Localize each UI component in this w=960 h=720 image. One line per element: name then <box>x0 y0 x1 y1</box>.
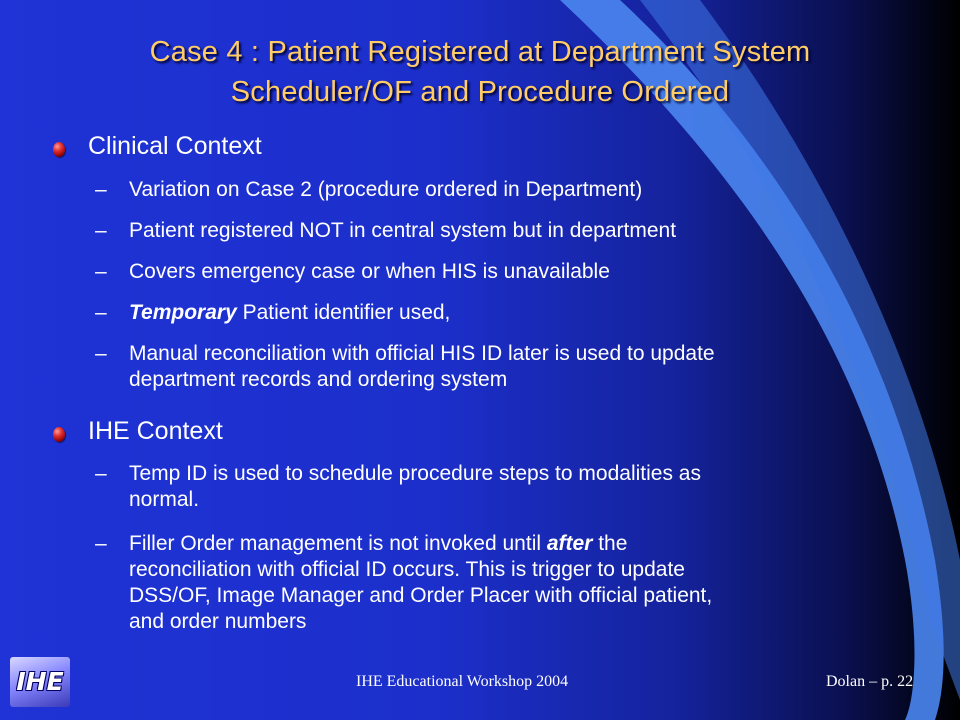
bullet-icon <box>53 427 65 442</box>
section-heading-clinical-context: Clinical Context <box>88 132 262 160</box>
dash-marker: – <box>95 462 107 485</box>
list-item: – Variation on Case 2 (procedure ordered in Department) <box>95 178 643 201</box>
list-item: – Temp ID is used to schedule procedure steps to modalities as normal. <box>95 462 701 511</box>
dash-marker: – <box>95 178 107 201</box>
list-item: – Manual reconciliation with official HIS ID later is used to update department records and ordering system <box>95 342 715 391</box>
emphasis-temporary: Temporary <box>129 301 237 324</box>
list-item: – Temporary Patient identifier used, <box>95 301 451 324</box>
emphasis-after: after <box>546 532 593 555</box>
ihe-logo-text: IHE <box>16 667 64 696</box>
slide-title-line-2: Scheduler/OF and Procedure Ordered <box>230 76 730 108</box>
footer-center-text: IHE Educational Workshop 2004 <box>356 673 569 690</box>
ihe-logo <box>10 657 70 707</box>
bullet-icon <box>53 142 65 157</box>
dash-marker: – <box>95 342 107 365</box>
section-heading-ihe-context: IHE Context <box>88 417 223 445</box>
dash-marker: – <box>95 532 107 555</box>
dash-marker: – <box>95 260 107 283</box>
dash-marker: – <box>95 301 107 324</box>
list-item: – Filler Order management is not invoked until after the reconciliation with official ID occurs. This is trigger to update DSS/OF, Image Manager and Order Placer with official patient, and order numbers <box>95 532 713 633</box>
list-item: – Patient registered NOT in central system but in department <box>95 219 677 242</box>
slide-title-line-1: Case 4 : Patient Registered at Department System <box>149 36 811 68</box>
page-number: Dolan – p. 22 <box>826 673 914 690</box>
slide-title <box>30 32 930 112</box>
list-item: – Covers emergency case or when HIS is unavailable <box>95 260 610 283</box>
dash-marker: – <box>95 219 107 242</box>
